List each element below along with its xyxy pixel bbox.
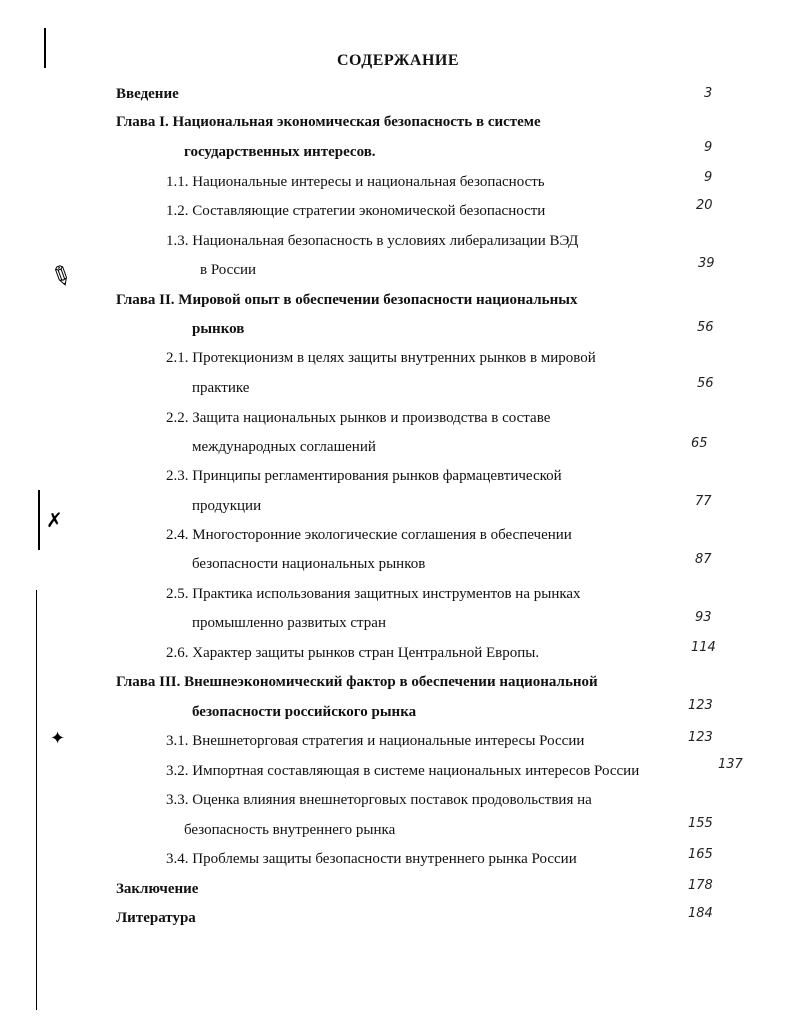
toc-entry-1-3: 1.3. Национальная безопасность в условиях либерализации ВЭД [166,233,579,249]
scan-margin-line [36,590,37,1010]
toc-entry-3-2: 3.2. Импортная составляющая в системе национальных интересов России [166,763,640,779]
page-number: 184 [688,906,713,921]
page-number: 56 [697,320,714,335]
toc-entry-2-5-cont: промышленно развитых стран [192,615,386,631]
toc-entry-conclusion: Заключение [116,881,199,897]
page-number: 9 [704,170,713,185]
page-number: 56 [697,376,714,391]
page-number: 123 [688,730,713,745]
toc-entry-2-2: 2.2. Защита национальных рынков и производства в составе [166,410,551,426]
toc-entry-2-3: 2.3. Принципы регламентирования рынков фармацевтической [166,468,562,484]
toc-entry-2-6: 2.6. Характер защиты рынков стран Центральной Европы. [166,645,540,661]
toc-entry-intro: Введение [116,86,179,102]
toc-entry-bibliography: Литература [116,910,196,926]
toc-entry-3-1: 3.1. Внешнеторговая стратегия и национальные интересы России [166,733,585,749]
page-number: 155 [688,816,713,831]
page-number: 114 [691,640,716,655]
page-number: 87 [695,552,712,567]
toc-entry-chapter-3-cont: безопасности российского рынка [192,704,417,720]
toc-entry-3-4: 3.4. Проблемы защиты безопасности внутреннего рынка России [166,851,577,867]
toc-entry-chapter-3: Глава III. Внешнеэкономический фактор в обеспечении национальной [116,674,598,690]
toc-entry-chapter-2-cont: рынков [192,321,245,337]
toc-entry-1-3-cont: в России [200,262,257,278]
page-number: 165 [688,847,713,862]
toc-entry-chapter-1-cont: государственных интересов. [184,144,376,160]
page-number: 93 [695,610,712,625]
toc-entry-2-5: 2.5. Практика использования защитных инструментов на рынках [166,586,581,602]
toc-entry-3-3: 3.3. Оценка влияния внешнеторговых поставок продовольствия на [166,792,592,808]
toc-entry-chapter-2: Глава II. Мировой опыт в обеспечении безопасности национальных [116,292,578,308]
scan-margin-line [38,490,40,550]
page-number: 123 [688,698,713,713]
toc-entry-3-3-cont: безопасность внутреннего рынка [184,822,396,838]
toc-entry-2-3-cont: продукции [192,498,262,514]
toc-entry-2-4-cont: безопасности национальных рынков [192,556,426,572]
scan-artifact-icon: ✦ [50,728,66,749]
toc-entry-2-1-cont: практике [192,380,250,396]
toc-entry-chapter-1: Глава I. Национальная экономическая безопасность в системе [116,114,541,130]
page-number: 39 [698,256,715,271]
scan-artifact-icon: ✗ [46,508,63,532]
toc-entry-1-2: 1.2. Составляющие стратегии экономической безопасности [166,203,546,219]
toc-entry-2-2-cont: международных соглашений [192,439,376,455]
page-number: 20 [696,198,713,213]
page-number: 3 [704,86,713,101]
page-number: 9 [704,140,713,155]
page-number: 65 [691,436,708,451]
toc-entry-2-4: 2.4. Многосторонние экологические соглашения в обеспечении [166,527,572,543]
page-title: СОДЕРЖАНИЕ [336,52,460,69]
toc-entry-1-1: 1.1. Национальные интересы и национальная безопасность [166,174,545,190]
page-number: 77 [695,494,712,509]
toc-entry-2-1: 2.1. Протекционизм в целях защиты внутренних рынков в мировой [166,350,596,366]
page-number: 178 [688,878,713,893]
page-number: 137 [718,757,743,772]
scan-artifact-icon: ✎ [44,258,78,296]
